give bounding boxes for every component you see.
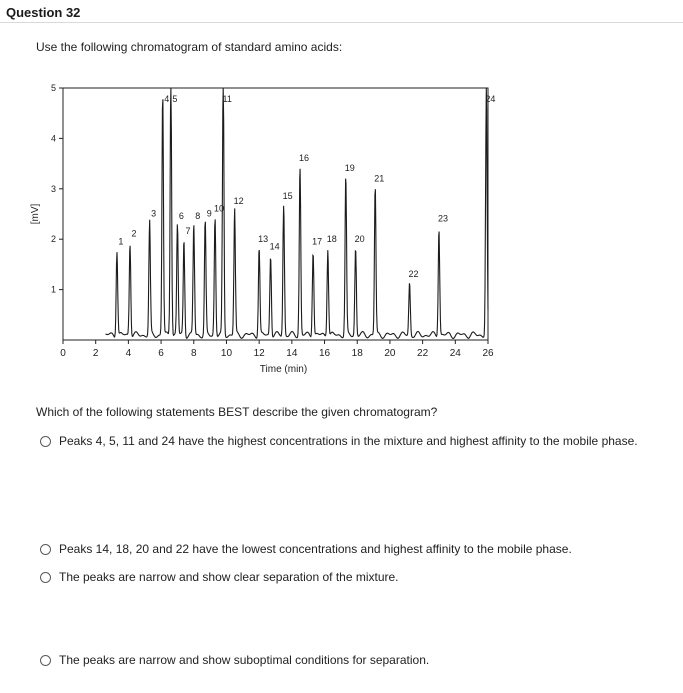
y-axis-label: [mV]: [30, 203, 41, 225]
question-title: Question 32: [6, 5, 81, 20]
peak-label: 19: [344, 163, 355, 174]
x-tick-label: 22: [417, 348, 429, 359]
peak-label: 4: [164, 94, 170, 104]
option-c[interactable]: [40, 570, 399, 584]
radio-option-b[interactable]: [40, 544, 51, 555]
peak-label: 24: [485, 94, 496, 104]
option-d[interactable]: [40, 653, 429, 667]
peak-label: 20: [354, 233, 365, 244]
peak-label: 17: [312, 236, 323, 247]
option-b[interactable]: [40, 542, 572, 556]
peak-label: 16: [299, 153, 310, 164]
peak-label: 15: [282, 190, 293, 201]
radio-option-a[interactable]: [40, 436, 51, 447]
y-tick-label: 3: [50, 183, 56, 194]
peak-label: 1: [118, 236, 124, 247]
x-tick-label: 4: [125, 348, 132, 359]
option-d-label: The peaks are narrow and show suboptimal conditions for separation.: [59, 653, 430, 667]
radio-option-c[interactable]: [40, 572, 51, 583]
peak-label: 7: [185, 226, 191, 237]
radio-option-d[interactable]: [40, 655, 51, 666]
chromatogram-trace: [106, 88, 489, 339]
x-tick-label: 20: [384, 348, 396, 359]
option-a-label: Peaks 4, 5, 11 and 24 have the highest concentrations in the mixture and highest affinity to the mobile phase.: [59, 434, 638, 448]
question-header: [0, 0, 683, 23]
x-tick-label: 24: [449, 348, 461, 359]
x-tick-label: 10: [220, 348, 233, 359]
y-tick-label: 5: [50, 83, 56, 93]
x-tick-label: 2: [92, 348, 99, 359]
chromatogram-chart: [28, 78, 498, 383]
peak-label: 2: [131, 228, 137, 239]
x-tick-label: 16: [318, 348, 331, 359]
peak-label: 6: [178, 211, 184, 222]
x-tick-label: 14: [286, 348, 298, 359]
peak-label: 21: [374, 173, 385, 184]
peak-label: 12: [233, 195, 244, 206]
peak-label: 5: [172, 94, 178, 104]
x-tick-label: 8: [190, 348, 197, 359]
option-c-label: The peaks are narrow and show clear separation of the mixture.: [59, 570, 399, 584]
x-tick-label: 18: [351, 348, 363, 359]
peak-label: 23: [437, 213, 448, 224]
option-a[interactable]: [40, 434, 638, 448]
peak-label: 10: [214, 203, 225, 214]
y-tick-label: 4: [50, 133, 56, 144]
peak-label: 11: [222, 94, 232, 104]
x-tick-label: 6: [158, 348, 164, 359]
plot-frame: [63, 88, 488, 340]
option-b-label: Peaks 14, 18, 20 and 22 have the lowest concentrations and highest affinity to the mobile phase.: [59, 542, 572, 556]
peak-label: 18: [326, 233, 337, 244]
x-tick-label: 0: [60, 348, 66, 359]
y-tick-label: 2: [50, 234, 56, 245]
peak-label: 9: [206, 208, 212, 219]
chromatogram-figure: [28, 78, 498, 383]
x-tick-label: 12: [253, 348, 265, 359]
peak-label: 3: [151, 208, 157, 219]
y-tick-label: 1: [50, 284, 56, 295]
question-stem: Which of the following statements BEST describe the given chromatogram?: [36, 405, 438, 419]
question-prompt: Use the following chromatogram of standard amino acids:: [36, 40, 343, 54]
peak-label: 22: [408, 269, 419, 280]
peak-label: 8: [195, 211, 201, 222]
x-tick-label: 26: [482, 348, 494, 359]
peak-label: 13: [258, 233, 269, 244]
peak-label: 14: [269, 241, 280, 252]
x-axis-label: Time (min): [259, 364, 308, 375]
